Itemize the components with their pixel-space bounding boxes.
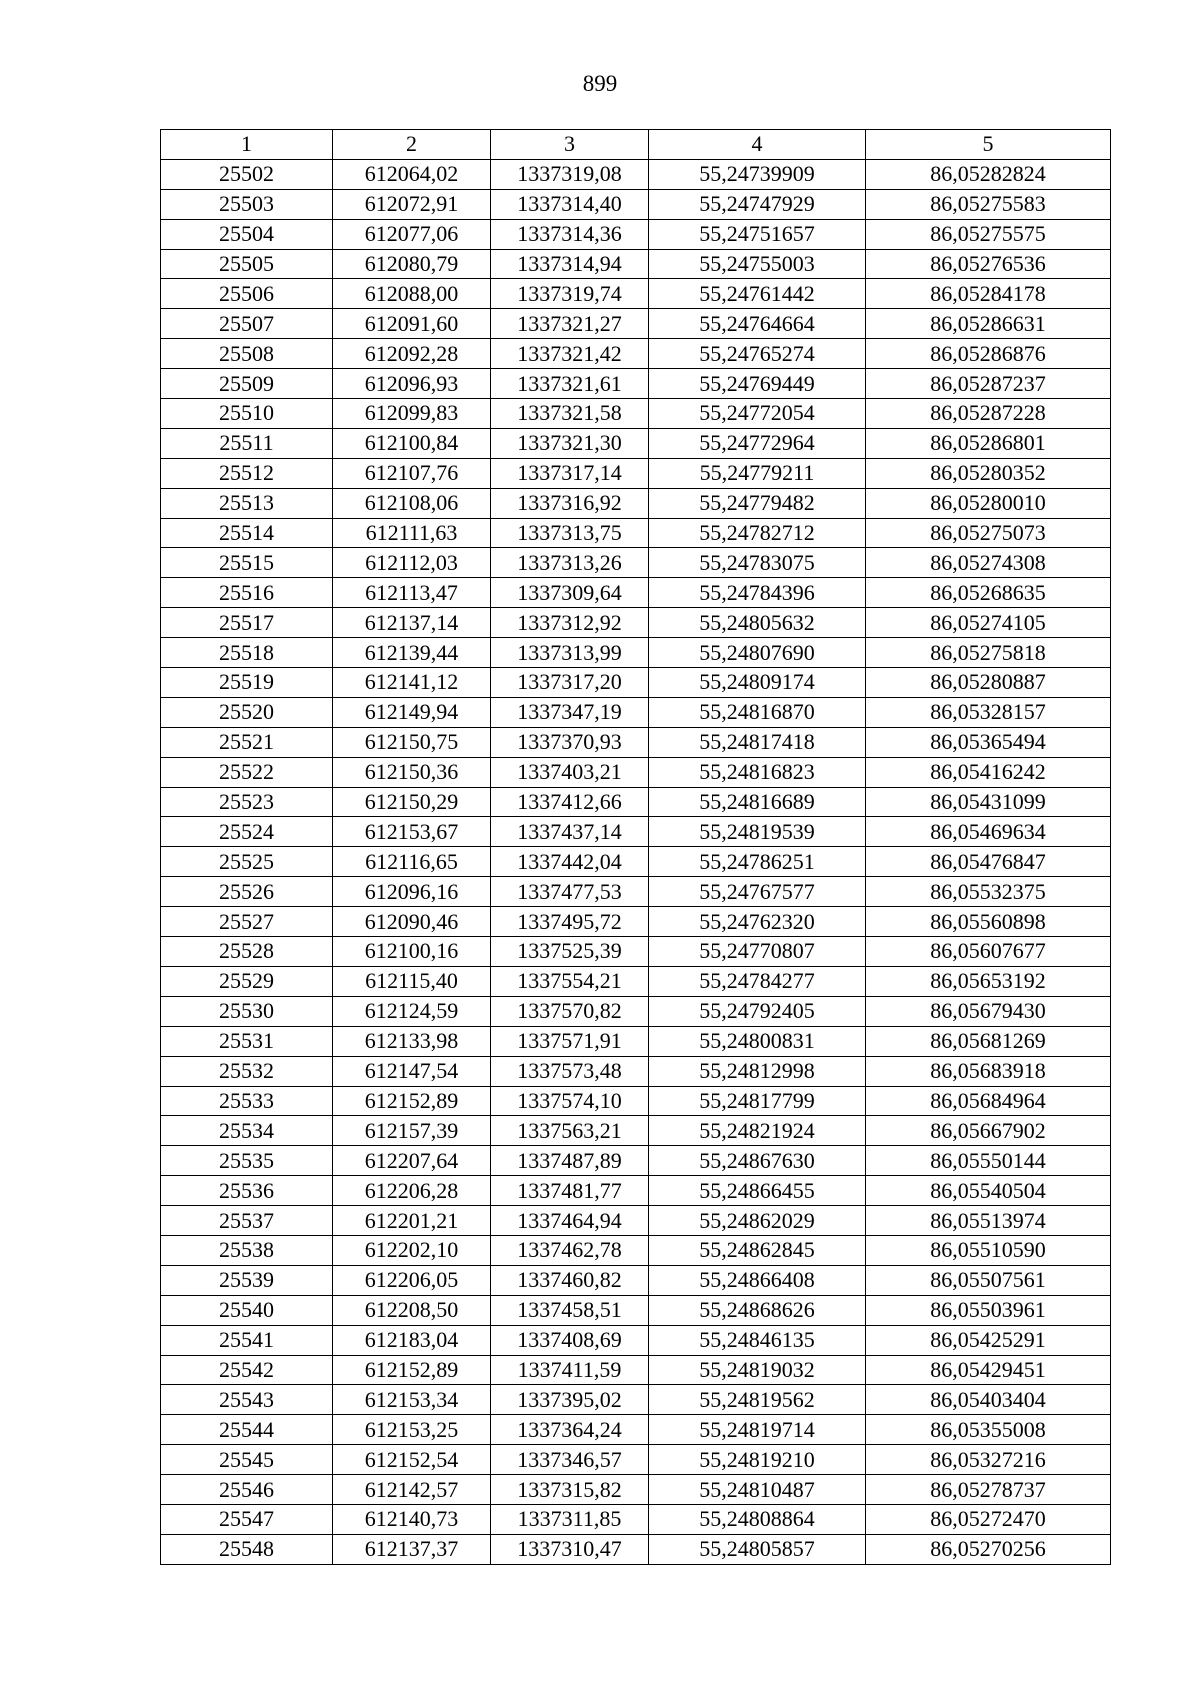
table-row bbox=[161, 817, 1111, 847]
table-cell-col-4: 55,24817418 bbox=[649, 727, 866, 757]
table-cell-col-3: 1337346,57 bbox=[491, 1445, 649, 1475]
table-cell-col-1: 25520 bbox=[161, 697, 333, 727]
table-cell-col-5: 86,05507561 bbox=[866, 1265, 1111, 1295]
table-cell-col-5: 86,05275818 bbox=[866, 638, 1111, 668]
table-cell-col-4: 55,24761442 bbox=[649, 279, 866, 309]
table-cell-col-5: 86,05286876 bbox=[866, 339, 1111, 369]
table-cell-col-3: 1337563,21 bbox=[491, 1116, 649, 1146]
table-cell-col-2: 612064,02 bbox=[333, 159, 491, 189]
table-cell-col-1: 25546 bbox=[161, 1475, 333, 1505]
table-cell-col-5: 86,05287237 bbox=[866, 369, 1111, 399]
table-cell-col-2: 612100,84 bbox=[333, 428, 491, 458]
table-cell-col-4: 55,24819562 bbox=[649, 1385, 866, 1415]
table-cell-col-2: 612150,36 bbox=[333, 757, 491, 787]
table-cell-col-5: 86,05431099 bbox=[866, 787, 1111, 817]
table-cell-col-1: 25517 bbox=[161, 608, 333, 638]
table-cell-col-3: 1337317,14 bbox=[491, 458, 649, 488]
table-cell-col-5: 86,05403404 bbox=[866, 1385, 1111, 1415]
table-cell-col-4: 55,24819539 bbox=[649, 817, 866, 847]
table-cell-col-2: 612107,76 bbox=[333, 458, 491, 488]
table-row bbox=[161, 1445, 1111, 1475]
table-cell-col-2: 612147,54 bbox=[333, 1056, 491, 1086]
table-cell-col-3: 1337458,51 bbox=[491, 1295, 649, 1325]
table-row bbox=[161, 847, 1111, 877]
table-cell-col-2: 612080,79 bbox=[333, 249, 491, 279]
table-cell-col-2: 612113,47 bbox=[333, 578, 491, 608]
table-row bbox=[161, 757, 1111, 787]
table-cell-col-4: 55,24755003 bbox=[649, 249, 866, 279]
table-cell-col-1: 25537 bbox=[161, 1206, 333, 1236]
table-cell-col-4: 55,24862029 bbox=[649, 1206, 866, 1236]
table-cell-col-4: 55,24782712 bbox=[649, 518, 866, 548]
table-row bbox=[161, 966, 1111, 996]
column-header-4: 4 bbox=[649, 130, 866, 160]
table-cell-col-3: 1337311,85 bbox=[491, 1504, 649, 1534]
table-row bbox=[161, 907, 1111, 937]
table-cell-col-4: 55,24819032 bbox=[649, 1355, 866, 1385]
column-header-1: 1 bbox=[161, 130, 333, 160]
table-cell-col-1: 25513 bbox=[161, 488, 333, 518]
table-cell-col-2: 612201,21 bbox=[333, 1206, 491, 1236]
table-cell-col-2: 612152,89 bbox=[333, 1355, 491, 1385]
table-cell-col-2: 612157,39 bbox=[333, 1116, 491, 1146]
table-cell-col-4: 55,24867630 bbox=[649, 1146, 866, 1176]
table-cell-col-4: 55,24783075 bbox=[649, 548, 866, 578]
table-cell-col-4: 55,24772964 bbox=[649, 428, 866, 458]
table-row bbox=[161, 727, 1111, 757]
table-cell-col-2: 612152,89 bbox=[333, 1086, 491, 1116]
column-header-5: 5 bbox=[866, 130, 1111, 160]
table-cell-col-1: 25540 bbox=[161, 1295, 333, 1325]
table-row bbox=[161, 488, 1111, 518]
table-cell-col-1: 25503 bbox=[161, 189, 333, 219]
table-cell-col-5: 86,05280887 bbox=[866, 668, 1111, 698]
table-cell-col-2: 612077,06 bbox=[333, 219, 491, 249]
table-cell-col-5: 86,05328157 bbox=[866, 697, 1111, 727]
table-cell-col-5: 86,05681269 bbox=[866, 1026, 1111, 1056]
table-cell-col-4: 55,24805632 bbox=[649, 608, 866, 638]
table-cell-col-2: 612100,16 bbox=[333, 937, 491, 967]
table-cell-col-2: 612153,67 bbox=[333, 817, 491, 847]
table-cell-col-4: 55,24817799 bbox=[649, 1086, 866, 1116]
table-cell-col-3: 1337573,48 bbox=[491, 1056, 649, 1086]
table-cell-col-3: 1337347,19 bbox=[491, 697, 649, 727]
table-cell-col-5: 86,05503961 bbox=[866, 1295, 1111, 1325]
table-row bbox=[161, 1206, 1111, 1236]
table-cell-col-3: 1337314,40 bbox=[491, 189, 649, 219]
table-cell-col-2: 612111,63 bbox=[333, 518, 491, 548]
table-cell-col-4: 55,24751657 bbox=[649, 219, 866, 249]
table-cell-col-2: 612150,29 bbox=[333, 787, 491, 817]
table-cell-col-3: 1337481,77 bbox=[491, 1176, 649, 1206]
table-row bbox=[161, 339, 1111, 369]
table-cell-col-1: 25523 bbox=[161, 787, 333, 817]
table-cell-col-5: 86,05275575 bbox=[866, 219, 1111, 249]
table-cell-col-2: 612092,28 bbox=[333, 339, 491, 369]
table-cell-col-3: 1337310,47 bbox=[491, 1534, 649, 1564]
table-cell-col-1: 25539 bbox=[161, 1265, 333, 1295]
table-cell-col-3: 1337321,42 bbox=[491, 339, 649, 369]
table-cell-col-3: 1337313,26 bbox=[491, 548, 649, 578]
table-cell-col-1: 25535 bbox=[161, 1146, 333, 1176]
table-row bbox=[161, 1295, 1111, 1325]
table-cell-col-2: 612152,54 bbox=[333, 1445, 491, 1475]
table-row bbox=[161, 638, 1111, 668]
table-cell-col-4: 55,24819210 bbox=[649, 1445, 866, 1475]
table-row bbox=[161, 1534, 1111, 1564]
table-cell-col-2: 612206,28 bbox=[333, 1176, 491, 1206]
table-cell-col-4: 55,24747929 bbox=[649, 189, 866, 219]
table-cell-col-5: 86,05282824 bbox=[866, 159, 1111, 189]
table-cell-col-3: 1337364,24 bbox=[491, 1415, 649, 1445]
table-cell-col-4: 55,24784396 bbox=[649, 578, 866, 608]
table-cell-col-3: 1337317,20 bbox=[491, 668, 649, 698]
table-cell-col-4: 55,24762320 bbox=[649, 907, 866, 937]
table-cell-col-5: 86,05667902 bbox=[866, 1116, 1111, 1146]
table-cell-col-3: 1337313,99 bbox=[491, 638, 649, 668]
table-cell-col-4: 55,24808864 bbox=[649, 1504, 866, 1534]
table-cell-col-2: 612096,93 bbox=[333, 369, 491, 399]
table-cell-col-1: 25531 bbox=[161, 1026, 333, 1056]
table-row bbox=[161, 428, 1111, 458]
table-cell-col-2: 612072,91 bbox=[333, 189, 491, 219]
table-cell-col-5: 86,05286801 bbox=[866, 428, 1111, 458]
table-cell-col-3: 1337408,69 bbox=[491, 1325, 649, 1355]
table-cell-col-5: 86,05425291 bbox=[866, 1325, 1111, 1355]
table-cell-col-4: 55,24786251 bbox=[649, 847, 866, 877]
table-cell-col-3: 1337442,04 bbox=[491, 847, 649, 877]
table-cell-col-3: 1337314,36 bbox=[491, 219, 649, 249]
table-cell-col-2: 612088,00 bbox=[333, 279, 491, 309]
table-cell-col-3: 1337554,21 bbox=[491, 966, 649, 996]
table-cell-col-2: 612149,94 bbox=[333, 697, 491, 727]
table-cell-col-5: 86,05683918 bbox=[866, 1056, 1111, 1086]
table-row bbox=[161, 1176, 1111, 1206]
table-cell-col-4: 55,24809174 bbox=[649, 668, 866, 698]
table-cell-col-4: 55,24821924 bbox=[649, 1116, 866, 1146]
table-cell-col-4: 55,24767577 bbox=[649, 877, 866, 907]
table-row bbox=[161, 548, 1111, 578]
table-cell-col-4: 55,24816689 bbox=[649, 787, 866, 817]
table-cell-col-2: 612208,50 bbox=[333, 1295, 491, 1325]
table-row bbox=[161, 937, 1111, 967]
table-cell-col-1: 25507 bbox=[161, 309, 333, 339]
table-cell-col-1: 25526 bbox=[161, 877, 333, 907]
table-cell-col-5: 86,05469634 bbox=[866, 817, 1111, 847]
table-cell-col-1: 25504 bbox=[161, 219, 333, 249]
table-cell-col-4: 55,24812998 bbox=[649, 1056, 866, 1086]
table-cell-col-3: 1337411,59 bbox=[491, 1355, 649, 1385]
table-cell-col-4: 55,24784277 bbox=[649, 966, 866, 996]
table-row bbox=[161, 458, 1111, 488]
table-cell-col-2: 612141,12 bbox=[333, 668, 491, 698]
table-cell-col-5: 86,05365494 bbox=[866, 727, 1111, 757]
table-cell-col-2: 612115,40 bbox=[333, 966, 491, 996]
table-cell-col-5: 86,05607677 bbox=[866, 937, 1111, 967]
table-cell-col-5: 86,05513974 bbox=[866, 1206, 1111, 1236]
table-cell-col-1: 25511 bbox=[161, 428, 333, 458]
table-cell-col-5: 86,05275583 bbox=[866, 189, 1111, 219]
table-cell-col-5: 86,05272470 bbox=[866, 1504, 1111, 1534]
table-cell-col-5: 86,05274308 bbox=[866, 548, 1111, 578]
table-cell-col-3: 1337570,82 bbox=[491, 996, 649, 1026]
table-cell-col-4: 55,24764664 bbox=[649, 309, 866, 339]
table-cell-col-2: 612137,14 bbox=[333, 608, 491, 638]
table-cell-col-5: 86,05278737 bbox=[866, 1475, 1111, 1505]
table-row bbox=[161, 1235, 1111, 1265]
page-number: 899 bbox=[582, 71, 618, 96]
table-row bbox=[161, 1475, 1111, 1505]
table-cell-col-1: 25528 bbox=[161, 937, 333, 967]
table-cell-col-3: 1337395,02 bbox=[491, 1385, 649, 1415]
table-header-row bbox=[161, 130, 1111, 160]
table-cell-col-2: 612206,05 bbox=[333, 1265, 491, 1295]
table-row bbox=[161, 279, 1111, 309]
table-cell-col-5: 86,05532375 bbox=[866, 877, 1111, 907]
table-cell-col-1: 25525 bbox=[161, 847, 333, 877]
table-cell-col-3: 1337309,64 bbox=[491, 578, 649, 608]
table-cell-col-1: 25542 bbox=[161, 1355, 333, 1385]
table-cell-col-3: 1337525,39 bbox=[491, 937, 649, 967]
table-cell-col-1: 25536 bbox=[161, 1176, 333, 1206]
table-cell-col-1: 25545 bbox=[161, 1445, 333, 1475]
table-cell-col-3: 1337312,92 bbox=[491, 608, 649, 638]
table-cell-col-4: 55,24779482 bbox=[649, 488, 866, 518]
table-cell-col-1: 25544 bbox=[161, 1415, 333, 1445]
table-row bbox=[161, 787, 1111, 817]
table-cell-col-1: 25516 bbox=[161, 578, 333, 608]
table-row bbox=[161, 518, 1111, 548]
table-cell-col-1: 25510 bbox=[161, 399, 333, 429]
table-cell-col-4: 55,24792405 bbox=[649, 996, 866, 1026]
table-cell-col-3: 1337487,89 bbox=[491, 1146, 649, 1176]
table-row bbox=[161, 697, 1111, 727]
table-cell-col-2: 612140,73 bbox=[333, 1504, 491, 1534]
table-row bbox=[161, 1265, 1111, 1295]
table-row bbox=[161, 608, 1111, 638]
column-header-2: 2 bbox=[333, 130, 491, 160]
table-cell-col-1: 25518 bbox=[161, 638, 333, 668]
table-cell-col-5: 86,05286631 bbox=[866, 309, 1111, 339]
table-cell-col-2: 612150,75 bbox=[333, 727, 491, 757]
table-row bbox=[161, 1355, 1111, 1385]
table-cell-col-3: 1337321,58 bbox=[491, 399, 649, 429]
table-cell-col-1: 25508 bbox=[161, 339, 333, 369]
table-cell-col-1: 25515 bbox=[161, 548, 333, 578]
table-cell-col-5: 86,05550144 bbox=[866, 1146, 1111, 1176]
table-cell-col-1: 25541 bbox=[161, 1325, 333, 1355]
table-cell-col-5: 86,05510590 bbox=[866, 1235, 1111, 1265]
table-cell-col-3: 1337495,72 bbox=[491, 907, 649, 937]
table-cell-col-3: 1337460,82 bbox=[491, 1265, 649, 1295]
table-row bbox=[161, 369, 1111, 399]
table-cell-col-2: 612153,25 bbox=[333, 1415, 491, 1445]
table-row bbox=[161, 309, 1111, 339]
table-row bbox=[161, 1056, 1111, 1086]
table-cell-col-2: 612096,16 bbox=[333, 877, 491, 907]
table-cell-col-3: 1337313,75 bbox=[491, 518, 649, 548]
table-cell-col-1: 25514 bbox=[161, 518, 333, 548]
table-cell-col-2: 612099,83 bbox=[333, 399, 491, 429]
column-header-3: 3 bbox=[491, 130, 649, 160]
table-cell-col-4: 55,24779211 bbox=[649, 458, 866, 488]
table-cell-col-3: 1337571,91 bbox=[491, 1026, 649, 1056]
table-cell-col-2: 612124,59 bbox=[333, 996, 491, 1026]
table-cell-col-1: 25547 bbox=[161, 1504, 333, 1534]
table-cell-col-5: 86,05476847 bbox=[866, 847, 1111, 877]
coordinates-table bbox=[160, 129, 1111, 1565]
table-row bbox=[161, 578, 1111, 608]
table-row bbox=[161, 189, 1111, 219]
table-cell-col-1: 25532 bbox=[161, 1056, 333, 1086]
table-cell-col-3: 1337370,93 bbox=[491, 727, 649, 757]
table-cell-col-1: 25509 bbox=[161, 369, 333, 399]
table-cell-col-2: 612116,65 bbox=[333, 847, 491, 877]
table-cell-col-2: 612153,34 bbox=[333, 1385, 491, 1415]
table-cell-col-5: 86,05327216 bbox=[866, 1445, 1111, 1475]
table-cell-col-5: 86,05416242 bbox=[866, 757, 1111, 787]
table-cell-col-3: 1337403,21 bbox=[491, 757, 649, 787]
table-cell-col-5: 86,05280352 bbox=[866, 458, 1111, 488]
table-cell-col-5: 86,05560898 bbox=[866, 907, 1111, 937]
table-cell-col-3: 1337437,14 bbox=[491, 817, 649, 847]
table-cell-col-3: 1337321,61 bbox=[491, 369, 649, 399]
table-cell-col-4: 55,24807690 bbox=[649, 638, 866, 668]
table-cell-col-2: 612142,57 bbox=[333, 1475, 491, 1505]
table-cell-col-5: 86,05276536 bbox=[866, 249, 1111, 279]
table-cell-col-3: 1337462,78 bbox=[491, 1235, 649, 1265]
table-cell-col-1: 25506 bbox=[161, 279, 333, 309]
table-cell-col-3: 1337321,27 bbox=[491, 309, 649, 339]
table-row bbox=[161, 399, 1111, 429]
table-cell-col-4: 55,24772054 bbox=[649, 399, 866, 429]
table-cell-col-1: 25527 bbox=[161, 907, 333, 937]
table-cell-col-5: 86,05275073 bbox=[866, 518, 1111, 548]
table-cell-col-5: 86,05684964 bbox=[866, 1086, 1111, 1116]
table-cell-col-1: 25502 bbox=[161, 159, 333, 189]
table-cell-col-4: 55,24866455 bbox=[649, 1176, 866, 1206]
table-cell-col-2: 612183,04 bbox=[333, 1325, 491, 1355]
table-cell-col-2: 612090,46 bbox=[333, 907, 491, 937]
table-cell-col-3: 1337412,66 bbox=[491, 787, 649, 817]
table-cell-col-5: 86,05284178 bbox=[866, 279, 1111, 309]
table-cell-col-1: 25534 bbox=[161, 1116, 333, 1146]
table-cell-col-4: 55,24816823 bbox=[649, 757, 866, 787]
table-cell-col-5: 86,05540504 bbox=[866, 1176, 1111, 1206]
table-cell-col-5: 86,05280010 bbox=[866, 488, 1111, 518]
table-cell-col-4: 55,24739909 bbox=[649, 159, 866, 189]
table-cell-col-4: 55,24765274 bbox=[649, 339, 866, 369]
table-cell-col-4: 55,24846135 bbox=[649, 1325, 866, 1355]
table-cell-col-4: 55,24819714 bbox=[649, 1415, 866, 1445]
table-cell-col-1: 25538 bbox=[161, 1235, 333, 1265]
table-cell-col-2: 612139,44 bbox=[333, 638, 491, 668]
table-cell-col-4: 55,24866408 bbox=[649, 1265, 866, 1295]
table-cell-col-1: 25543 bbox=[161, 1385, 333, 1415]
table-cell-col-1: 25519 bbox=[161, 668, 333, 698]
table-cell-col-5: 86,05287228 bbox=[866, 399, 1111, 429]
table-cell-col-1: 25505 bbox=[161, 249, 333, 279]
table-cell-col-1: 25522 bbox=[161, 757, 333, 787]
table-cell-col-1: 25512 bbox=[161, 458, 333, 488]
table-row bbox=[161, 668, 1111, 698]
table-row bbox=[161, 877, 1111, 907]
table-row bbox=[161, 1504, 1111, 1534]
table-row bbox=[161, 249, 1111, 279]
table-row bbox=[161, 1385, 1111, 1415]
table-cell-col-2: 612112,03 bbox=[333, 548, 491, 578]
table-cell-col-2: 612207,64 bbox=[333, 1146, 491, 1176]
table-cell-col-4: 55,24868626 bbox=[649, 1295, 866, 1325]
table-cell-col-4: 55,24769449 bbox=[649, 369, 866, 399]
table-row bbox=[161, 1116, 1111, 1146]
table-row bbox=[161, 159, 1111, 189]
table-row bbox=[161, 1146, 1111, 1176]
table-cell-col-1: 25548 bbox=[161, 1534, 333, 1564]
table-cell-col-4: 55,24810487 bbox=[649, 1475, 866, 1505]
table-cell-col-3: 1337574,10 bbox=[491, 1086, 649, 1116]
table-cell-col-4: 55,24800831 bbox=[649, 1026, 866, 1056]
table-cell-col-3: 1337319,74 bbox=[491, 279, 649, 309]
table-cell-col-2: 612137,37 bbox=[333, 1534, 491, 1564]
table-cell-col-3: 1337321,30 bbox=[491, 428, 649, 458]
table-cell-col-3: 1337464,94 bbox=[491, 1206, 649, 1236]
table-cell-col-5: 86,05429451 bbox=[866, 1355, 1111, 1385]
table-cell-col-1: 25524 bbox=[161, 817, 333, 847]
table-cell-col-4: 55,24770807 bbox=[649, 937, 866, 967]
table-cell-col-5: 86,05653192 bbox=[866, 966, 1111, 996]
table-row bbox=[161, 1026, 1111, 1056]
table-row bbox=[161, 1415, 1111, 1445]
table-cell-col-4: 55,24805857 bbox=[649, 1534, 866, 1564]
table-cell-col-5: 86,05270256 bbox=[866, 1534, 1111, 1564]
table-cell-col-5: 86,05679430 bbox=[866, 996, 1111, 1026]
table-row bbox=[161, 1325, 1111, 1355]
table-cell-col-3: 1337319,08 bbox=[491, 159, 649, 189]
table-cell-col-2: 612108,06 bbox=[333, 488, 491, 518]
table-cell-col-1: 25529 bbox=[161, 966, 333, 996]
table-cell-col-2: 612202,10 bbox=[333, 1235, 491, 1265]
table-cell-col-3: 1337315,82 bbox=[491, 1475, 649, 1505]
table-cell-col-3: 1337314,94 bbox=[491, 249, 649, 279]
table-cell-col-4: 55,24862845 bbox=[649, 1235, 866, 1265]
table-row bbox=[161, 219, 1111, 249]
table-cell-col-3: 1337316,92 bbox=[491, 488, 649, 518]
table-row bbox=[161, 1086, 1111, 1116]
table-cell-col-2: 612091,60 bbox=[333, 309, 491, 339]
table-cell-col-3: 1337477,53 bbox=[491, 877, 649, 907]
table-cell-col-5: 86,05268635 bbox=[866, 578, 1111, 608]
table-cell-col-4: 55,24816870 bbox=[649, 697, 866, 727]
table-cell-col-5: 86,05355008 bbox=[866, 1415, 1111, 1445]
table-cell-col-1: 25521 bbox=[161, 727, 333, 757]
table-cell-col-2: 612133,98 bbox=[333, 1026, 491, 1056]
table-body bbox=[161, 130, 1111, 1565]
table-cell-col-1: 25530 bbox=[161, 996, 333, 1026]
table-row bbox=[161, 996, 1111, 1026]
table-cell-col-1: 25533 bbox=[161, 1086, 333, 1116]
table-cell-col-5: 86,05274105 bbox=[866, 608, 1111, 638]
